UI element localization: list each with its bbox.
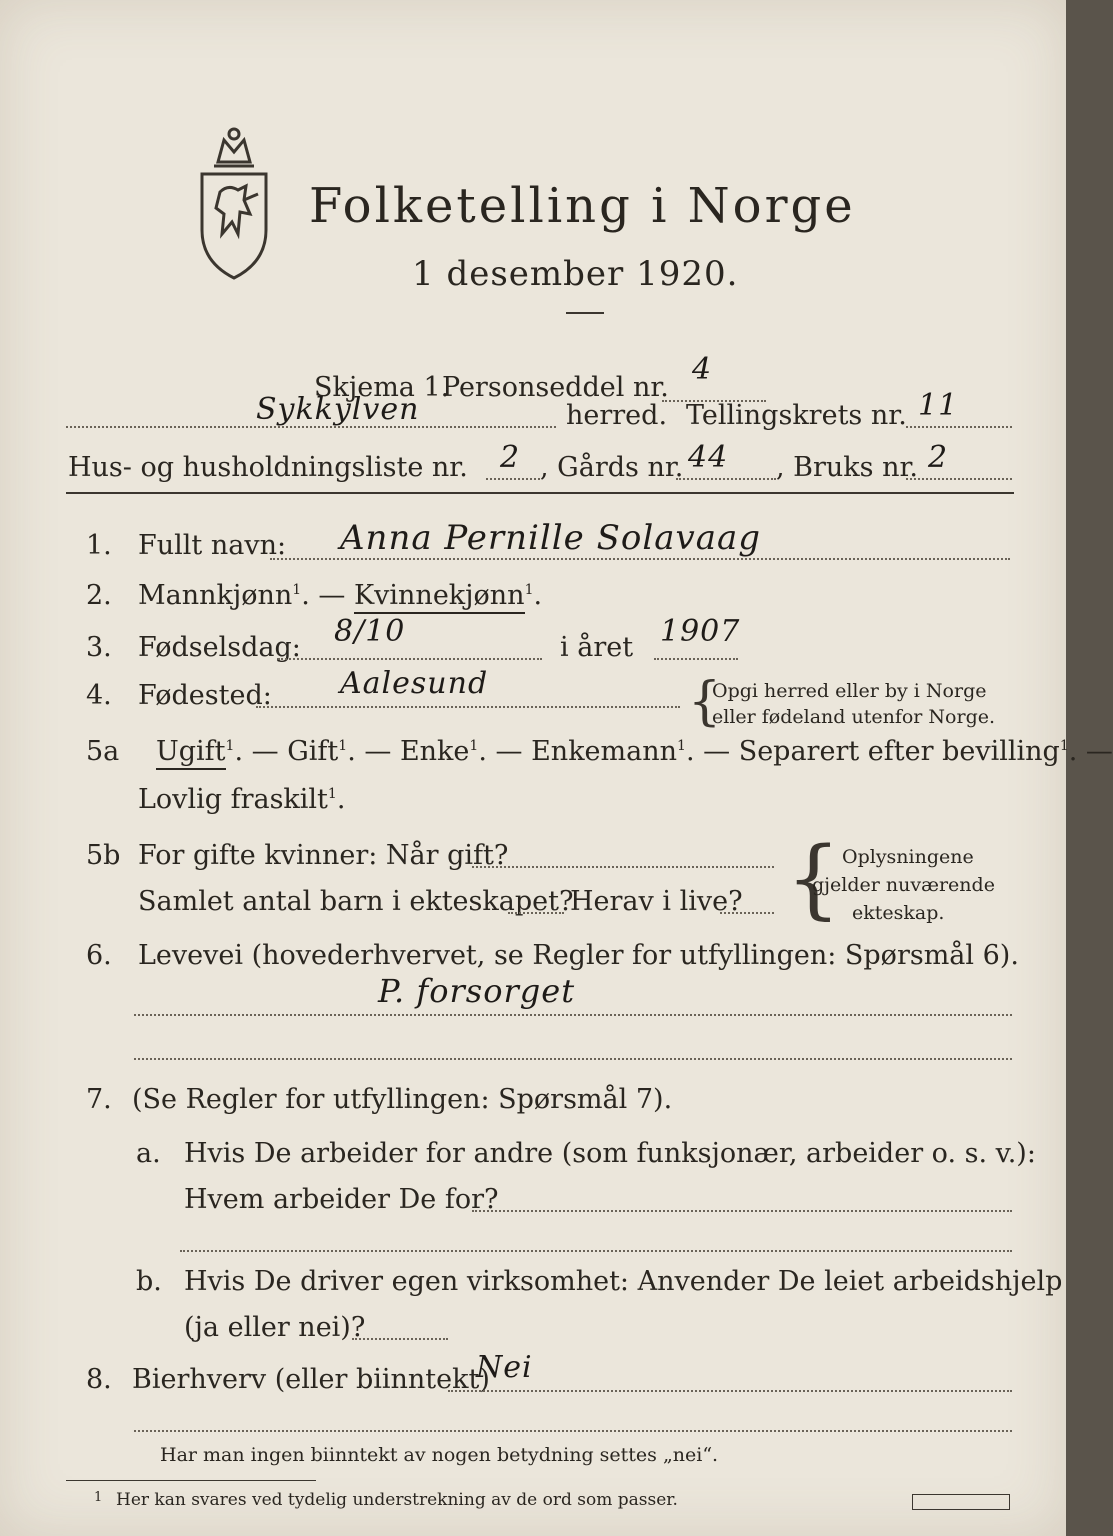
q5a-number: 5a — [86, 736, 120, 767]
header-rule — [66, 492, 1014, 494]
husliste-label: Hus- og husholdningsliste nr. — [68, 452, 468, 483]
male-option[interactable]: Mannkjønn — [138, 580, 293, 611]
female-option[interactable]: Kvinnekjønn — [354, 580, 525, 614]
q8-number: 8. — [86, 1364, 112, 1395]
q7b-number: b. — [136, 1266, 162, 1297]
option-fraskilt-line: Lovlig fraskilt$^1$. — [138, 784, 346, 815]
option-fraskilt[interactable]: Lovlig fraskilt — [138, 784, 328, 815]
birthplace-label: Fødested: — [138, 680, 272, 711]
personseddel-value[interactable]: 4 — [692, 352, 713, 387]
q4-number: 4. — [86, 680, 112, 711]
herred-label: herred. — [566, 400, 668, 431]
side-income-label: Bierhverv (eller biinntekt) — [132, 1364, 490, 1395]
birth-year-value[interactable]: 1907 — [660, 614, 741, 649]
q7b-question: Hvis De driver egen virksomhet: Anvender De leiet arbeidshjelp — [184, 1266, 1063, 1297]
sex-options: Mannkjønn$^1$. — Kvinnekjønn$^1$. — [138, 580, 542, 611]
coat-of-arms-icon — [188, 122, 280, 282]
footnote-mark: 1 — [94, 1490, 103, 1505]
marriage-note-3: ekteskap. — [852, 902, 945, 924]
employer-field[interactable] — [472, 1210, 1012, 1212]
gards-label: , Gårds nr. — [540, 452, 684, 483]
tellingskrets-value[interactable]: 11 — [918, 388, 959, 423]
employer-label: Hvem arbeider De for? — [184, 1184, 499, 1215]
children-count-label: Samlet antal barn i ekteskapet? — [138, 886, 574, 917]
q1-number: 1. — [86, 530, 112, 561]
form-title: Folketelling i Norge — [309, 178, 856, 234]
q7a-question: Hvis De arbeider for andre (som funksjonær, arbeider o. s. v.): — [184, 1138, 1036, 1169]
title-divider — [566, 312, 604, 314]
option-enke[interactable]: Enke — [399, 736, 470, 767]
full-name-value[interactable]: Anna Pernille Solavaag — [340, 518, 762, 558]
birthplace-note-2: eller fødeland utenfor Norge. — [712, 706, 996, 728]
occupation-label: Levevei (hovederhvervet, se Regler for utfyllingen: Spørsmål 6). — [138, 940, 1019, 971]
marriage-note-1: Oplysningene — [842, 846, 974, 868]
hired-help-field[interactable] — [352, 1338, 448, 1340]
marriage-note-2: gjelder nuværende — [812, 874, 995, 896]
birthdate-value[interactable]: 8/10 — [334, 614, 406, 649]
gards-value[interactable]: 44 — [688, 440, 729, 475]
hired-help-label: (ja eller nei)? — [184, 1312, 366, 1343]
marital-options: Ugift$^1$. — Gift$^1$. — Enke$^1$. — Enkemann$^1$. — Separert efter bevilling$^1$. — — [156, 736, 1113, 767]
personseddel-label: Personseddel nr. — [442, 372, 669, 403]
option-gift[interactable]: Gift — [287, 736, 339, 767]
option-separert[interactable]: Separert efter bevilling — [738, 736, 1060, 767]
birthdate-label: Fødselsdag: — [138, 632, 301, 663]
footnote-text: Her kan svares ved tydelig understrekning av de ord som passer. — [116, 1490, 678, 1510]
census-date: 1 desember 1920. — [412, 254, 739, 294]
birthplace-value[interactable]: Aalesund — [340, 666, 489, 701]
q5b-number: 5b — [86, 840, 121, 871]
tellingskrets-label: Tellingskrets nr. — [686, 400, 907, 431]
married-when-label: For gifte kvinner: Når gift? — [138, 840, 509, 871]
husliste-value[interactable]: 2 — [500, 440, 521, 475]
q6-number: 6. — [86, 940, 112, 971]
q3-number: 3. — [86, 632, 112, 663]
birth-year-label: i året — [560, 632, 634, 663]
option-ugift[interactable]: Ugift — [156, 736, 226, 770]
q7-number: 7. — [86, 1084, 112, 1115]
q7a-number: a. — [136, 1138, 161, 1169]
birthplace-note-1: Opgi herred eller by i Norge — [712, 680, 987, 702]
occupation-value[interactable]: P. forsorget — [378, 972, 576, 1010]
children-alive-label: Herav i live? — [570, 886, 743, 917]
income-note: Har man ingen biinntekt av nogen betydning settes „nei“. — [160, 1444, 719, 1466]
bruks-label: , Bruks nr. — [776, 452, 919, 483]
census-form-page: Folketelling i Norge 1 desember 1920. Skjema 1. Personseddel nr. 4 Sykkylven herred. Tellingskrets nr. 11 Hus- og husholdningsliste nr. 2 , Gårds nr. 44 , Bruks nr. 2 1. Fullt navn: Anna Pernille Solavaag 2. Mannkjønn$^1$. — Kvinnekjønn$^1$. 3. Fødselsdag: 8/10 i året 1907 4. Fødested: Aalesund { Opgi herred eller by i Norge eller fødeland utenfor Norge. 5a Ugift$^1$. — Gift$^1$. — Enke$^1$. — Enkemann$^1$. — Separert efter bevilling$^1$. — Lovlig fraskilt$^1$. 5b For gifte kvinner: Når gift? Samlet antal barn i ekteskapet? Herav i live? { Oplysningene gjelder nuværende ekteskap. 6. Levevei (hovederhvervet, se Regler for utfyllingen: Spørsmål 6). P. forsorget 7. (Se Regler for utfyllingen: Spørsmål 7). a. Hvis De arbeider for andre (som funksjonær, arbeider o. s. v.): Hvem arbeider De for? b. Hvis De driver egen virksomhet: Anvender De leiet arbeidshjelp (ja eller nei)? 8. Bierhverv (eller biinntekt) Nei Har man ingen biinntekt av nogen betydning settes „nei“. 1 Her kan svares ved tydelig understrekning av de ord som passer. — [0, 0, 1066, 1536]
bruks-value[interactable]: 2 — [928, 440, 949, 475]
printer-stamp — [912, 1494, 1010, 1510]
full-name-label: Fullt navn: — [138, 530, 287, 561]
q2-number: 2. — [86, 580, 112, 611]
q7-label: (Se Regler for utfyllingen: Spørsmål 7). — [132, 1084, 673, 1115]
herred-value[interactable]: Sykkylven — [256, 392, 420, 427]
footnote-rule — [66, 1480, 316, 1481]
option-enkemann[interactable]: Enkemann — [531, 736, 678, 767]
side-income-value[interactable]: Nei — [476, 1350, 533, 1385]
schema-label: Skjema 1. — [314, 372, 450, 403]
